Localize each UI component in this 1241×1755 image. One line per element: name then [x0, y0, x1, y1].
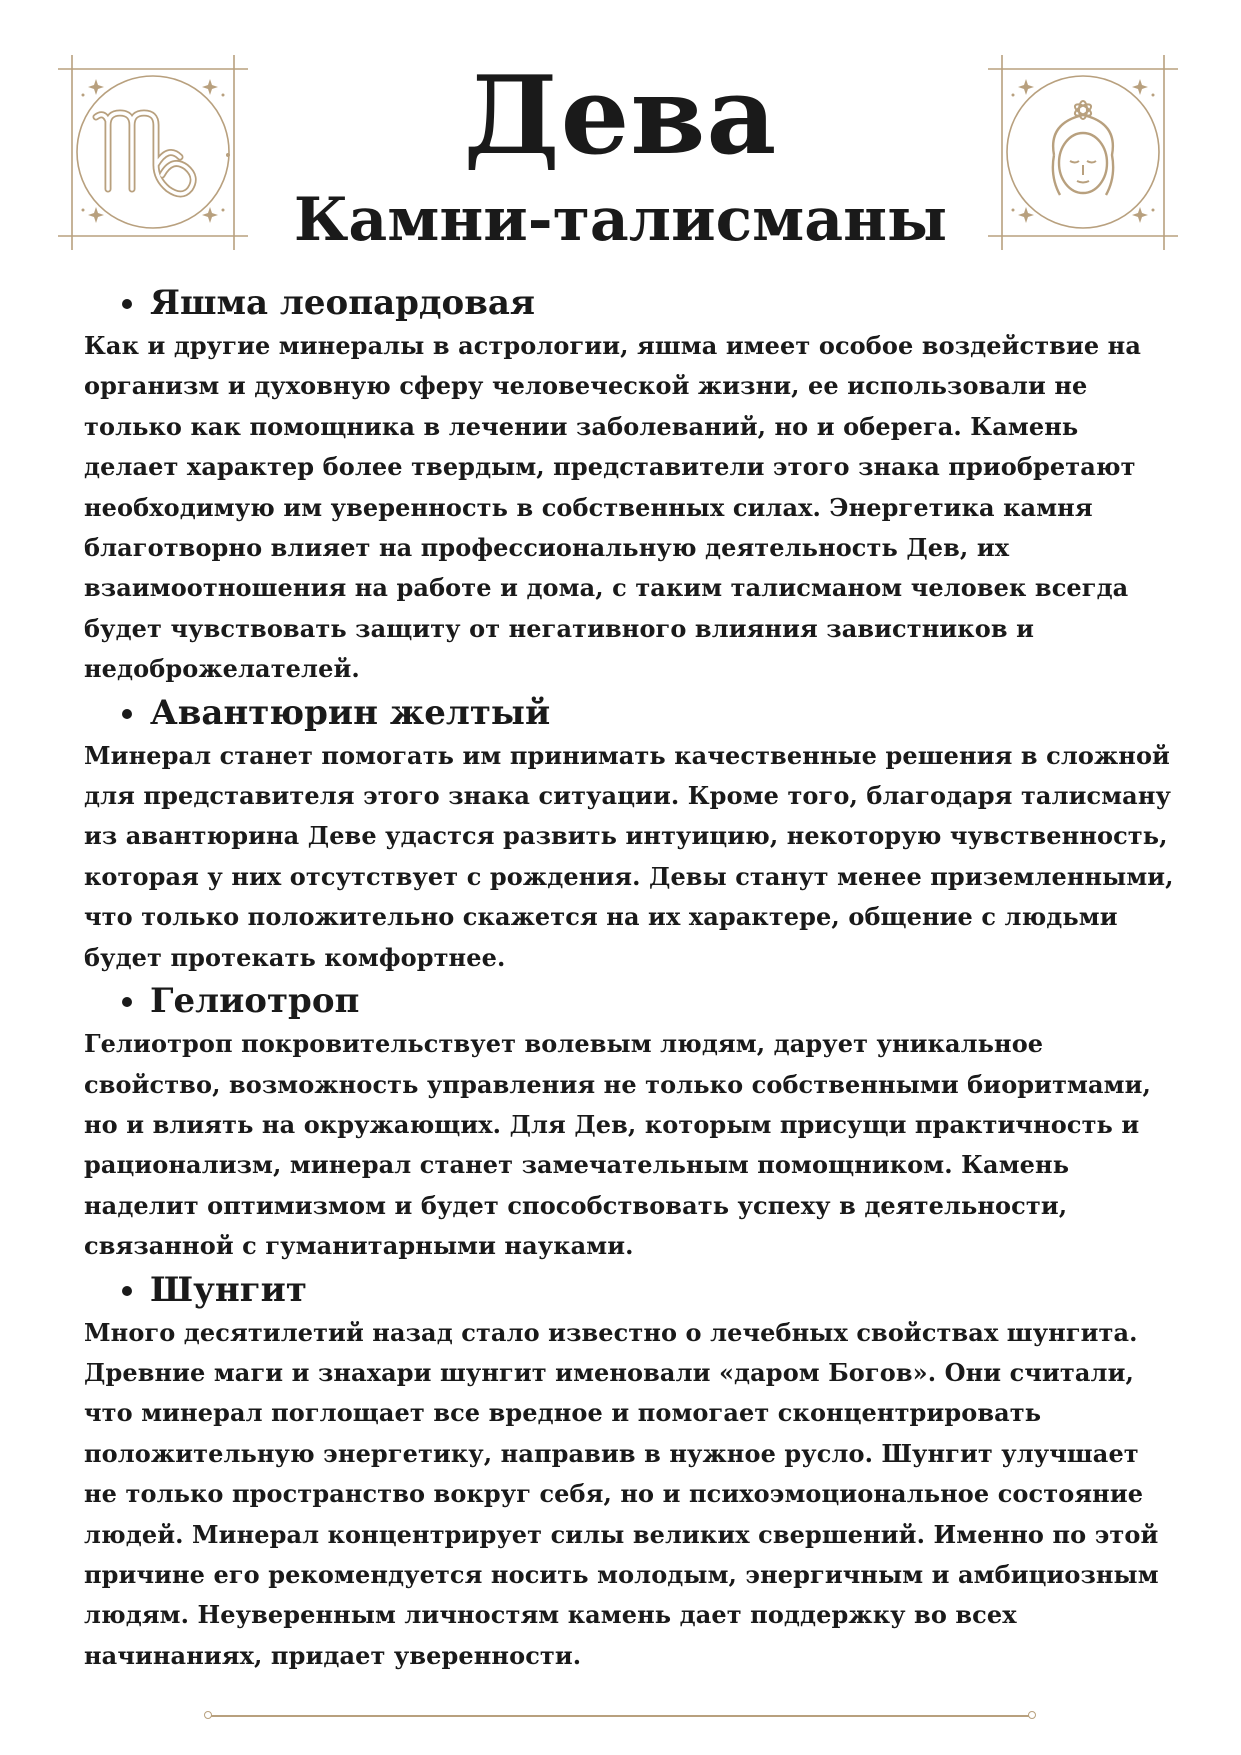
bullet-icon: [122, 709, 132, 719]
bullet-icon: [122, 997, 132, 1007]
section-heading-label: Гелиотроп: [150, 981, 360, 1022]
section-heading: [84, 1267, 1179, 1313]
section-heading: [84, 690, 1179, 736]
footer-divider-dot: [1028, 1711, 1036, 1719]
section-heading: [84, 978, 1179, 1024]
bullet-icon: [122, 1286, 132, 1296]
section-heading-label: Шунгит: [150, 1269, 307, 1310]
section-jasper: [84, 280, 1179, 690]
page-title: Дева: [463, 53, 778, 179]
page-subtitle: Камни-талисманы: [293, 185, 948, 255]
virgo-maiden-emblem: [988, 55, 1178, 250]
section-heading-label: Авантюрин желтый: [150, 692, 551, 733]
section-shungite: [84, 1267, 1179, 1677]
section-heading-label: Яшма леопардовая: [150, 283, 536, 323]
section-text: Минерал станет помогать им принимать качественные решения в сложной для представителя этого знака ситуации. Кроме того, благодаря талисману из авантюрина Деве удастся развить интуицию, некоторую чувственность, которая у них отсутствует с рождения. Девы станут менее приземленными, что только положительно скажется на их характере, общение с людьми будет протекать комфортнее.: [84, 740, 1174, 972]
section-text: Как и другие минералы в астрологии, яшма имеет особое воздействие на организм и духовную сферу человеческой жизни, ее использовали не только как помощника в лечении заболеваний, но и оберега. Камень делает характер более твердым, представители этого знака приобретают необходимую им уверенность в собственных силах. Энергетика камня благотворно влияет на профессиональную деятельность Дев, их взаимоотношения на работе и дома, с таким талисманом человек всегда будет чувствовать защиту от негативного влияния завистников и недоброжелателей.: [84, 331, 1141, 684]
section-aventurine: [84, 690, 1179, 978]
section-text: Гелиотроп покровительствует волевым людям, дарует уникальное свойство, возможность управления не только собственными биоритмами, но и влиять на окружающих. Для Дев, которым присущи практичность и рационализм, минерал станет замечательным помощником. Камень наделит оптимизмом и будет способствовать успеху в деятельности, связанной с гуманитарными науками.: [84, 1029, 1151, 1261]
section-text: Много десятилетий назад стало известно о лечебных свойствах шунгита. Древние маги и знахари шунгит именовали «даром Богов». Они считали, что минерал поглощает все вредное и помогает сконцентрировать положительную энергетику, направив в нужное русло. Шунгит улучшает не только пространство вокруг себя, но и психоэмоциональное состояние людей. Минерал концентрирует силы великих свершений. Именно по этой причине его рекомендуется носить молодым, энергичным и амбициозным людям. Неуверенным личностям камень дает поддержку во всех начинаниях, придает уверенности.: [84, 1317, 1159, 1670]
footer-divider-dot: [204, 1711, 212, 1719]
footer-divider: [210, 1715, 1030, 1717]
bullet-icon: [122, 299, 132, 309]
section-heading: [84, 280, 1179, 326]
section-heliotrope: [84, 978, 1179, 1266]
virgo-maiden-icon: [988, 55, 1178, 250]
document-body: [84, 280, 1179, 1676]
